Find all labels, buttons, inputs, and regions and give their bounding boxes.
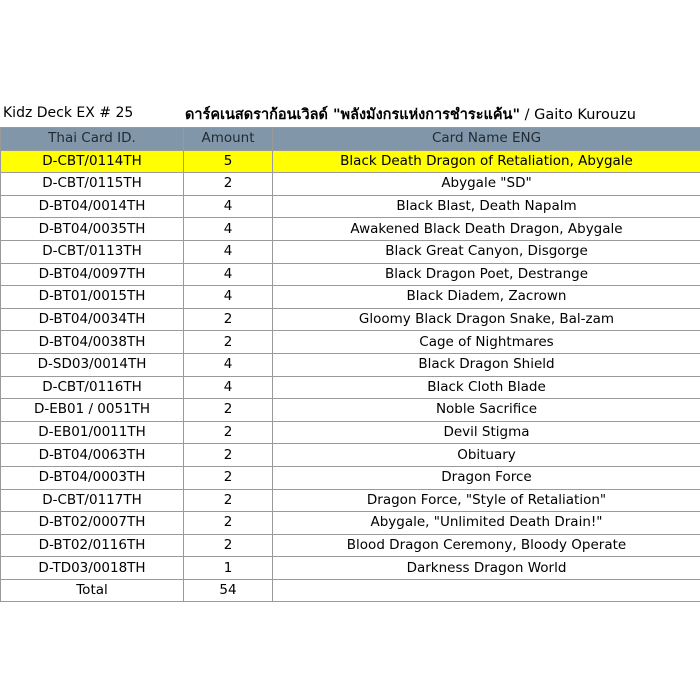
deck-label: Kidz Deck EX # 25 <box>3 105 134 121</box>
card-id-cell: D-BT04/0003TH <box>1 466 184 489</box>
card-name-cell: Dragon Force <box>273 466 700 489</box>
card-amount-cell: 2 <box>184 444 273 467</box>
table-header-row <box>1 128 700 151</box>
card-amount-cell: 2 <box>184 534 273 557</box>
card-rows <box>1 150 700 579</box>
deck-list-sheet <box>0 101 700 602</box>
card-id-cell: D-BT02/0116TH <box>1 534 184 557</box>
card-name-cell: Black Dragon Shield <box>273 353 700 376</box>
card-name-cell: Black Dragon Poet, Destrange <box>273 263 700 286</box>
card-name-cell: Dragon Force, "Style of Retaliation" <box>273 489 700 512</box>
card-amount-cell: 5 <box>184 150 273 173</box>
total-empty-cell <box>273 579 700 602</box>
total-row <box>1 579 700 602</box>
card-name-cell: Black Diadem, Zacrown <box>273 286 700 309</box>
card-amount-cell: 4 <box>184 353 273 376</box>
table-row <box>1 150 700 173</box>
table-row <box>1 173 700 196</box>
card-amount-cell: 2 <box>184 489 273 512</box>
deck-thai-name: ดาร์คเนสดราก้อนเวิลด์ "พลังมังกรแห่งการชำระแค้น" <box>185 107 521 123</box>
deck-title <box>185 103 636 126</box>
card-name-cell: Black Great Canyon, Disgorge <box>273 240 700 263</box>
card-id-cell: D-BT04/0038TH <box>1 331 184 354</box>
table-row <box>1 195 700 218</box>
card-amount-cell: 2 <box>184 399 273 422</box>
card-amount-cell: 2 <box>184 331 273 354</box>
card-id-cell: D-EB01/0011TH <box>1 421 184 444</box>
table-row <box>1 489 700 512</box>
card-name-cell: Black Cloth Blade <box>273 376 700 399</box>
card-name-cell: Noble Sacrifice <box>273 399 700 422</box>
card-id-cell: D-SD03/0014TH <box>1 353 184 376</box>
card-name-cell: Black Death Dragon of Retaliation, Abygale <box>273 150 700 173</box>
table-row <box>1 263 700 286</box>
card-name-cell: Darkness Dragon World <box>273 557 700 580</box>
card-id-cell: D-CBT/0115TH <box>1 173 184 196</box>
table-row <box>1 421 700 444</box>
card-list-table <box>0 127 700 602</box>
table-row <box>1 286 700 309</box>
card-id-cell: D-BT01/0015TH <box>1 286 184 309</box>
deck-character-name: / Gaito Kurouzu <box>520 107 636 123</box>
card-amount-cell: 2 <box>184 173 273 196</box>
total-amount: 54 <box>184 579 273 602</box>
card-id-cell: D-EB01 / 0051TH <box>1 399 184 422</box>
table-row <box>1 557 700 580</box>
card-id-cell: D-CBT/0113TH <box>1 240 184 263</box>
column-header-card-id: Thai Card ID. <box>1 128 184 151</box>
table-row <box>1 308 700 331</box>
card-amount-cell: 2 <box>184 421 273 444</box>
card-id-cell: D-TD03/0018TH <box>1 557 184 580</box>
card-id-cell: D-BT04/0035TH <box>1 218 184 241</box>
card-amount-cell: 2 <box>184 466 273 489</box>
card-name-cell: Abygale, "Unlimited Death Drain!" <box>273 512 700 535</box>
table-row <box>1 512 700 535</box>
card-id-cell: D-CBT/0117TH <box>1 489 184 512</box>
table-row <box>1 466 700 489</box>
card-name-cell: Devil Stigma <box>273 421 700 444</box>
table-row <box>1 376 700 399</box>
total-label: Total <box>1 579 184 602</box>
table-row <box>1 218 700 241</box>
card-amount-cell: 1 <box>184 557 273 580</box>
card-amount-cell: 4 <box>184 376 273 399</box>
card-name-cell: Cage of Nightmares <box>273 331 700 354</box>
table-row <box>1 444 700 467</box>
card-amount-cell: 4 <box>184 218 273 241</box>
card-id-cell: D-BT02/0007TH <box>1 512 184 535</box>
title-row <box>0 101 700 127</box>
card-amount-cell: 2 <box>184 512 273 535</box>
card-name-cell: Black Blast, Death Napalm <box>273 195 700 218</box>
table-row <box>1 399 700 422</box>
card-id-cell: D-CBT/0114TH <box>1 150 184 173</box>
card-name-cell: Awakened Black Death Dragon, Abygale <box>273 218 700 241</box>
card-name-cell: Blood Dragon Ceremony, Bloody Operate <box>273 534 700 557</box>
table-row <box>1 353 700 376</box>
card-id-cell: D-CBT/0116TH <box>1 376 184 399</box>
card-amount-cell: 4 <box>184 286 273 309</box>
card-name-cell: Obituary <box>273 444 700 467</box>
table-row <box>1 331 700 354</box>
table-row <box>1 240 700 263</box>
card-name-cell: Abygale "SD" <box>273 173 700 196</box>
card-id-cell: D-BT04/0063TH <box>1 444 184 467</box>
card-id-cell: D-BT04/0034TH <box>1 308 184 331</box>
table-row <box>1 534 700 557</box>
card-id-cell: D-BT04/0097TH <box>1 263 184 286</box>
card-amount-cell: 4 <box>184 263 273 286</box>
card-amount-cell: 4 <box>184 240 273 263</box>
column-header-amount: Amount <box>184 128 273 151</box>
card-amount-cell: 4 <box>184 195 273 218</box>
card-name-cell: Gloomy Black Dragon Snake, Bal-zam <box>273 308 700 331</box>
card-id-cell: D-BT04/0014TH <box>1 195 184 218</box>
column-header-card-name: Card Name ENG <box>273 128 700 151</box>
card-amount-cell: 2 <box>184 308 273 331</box>
